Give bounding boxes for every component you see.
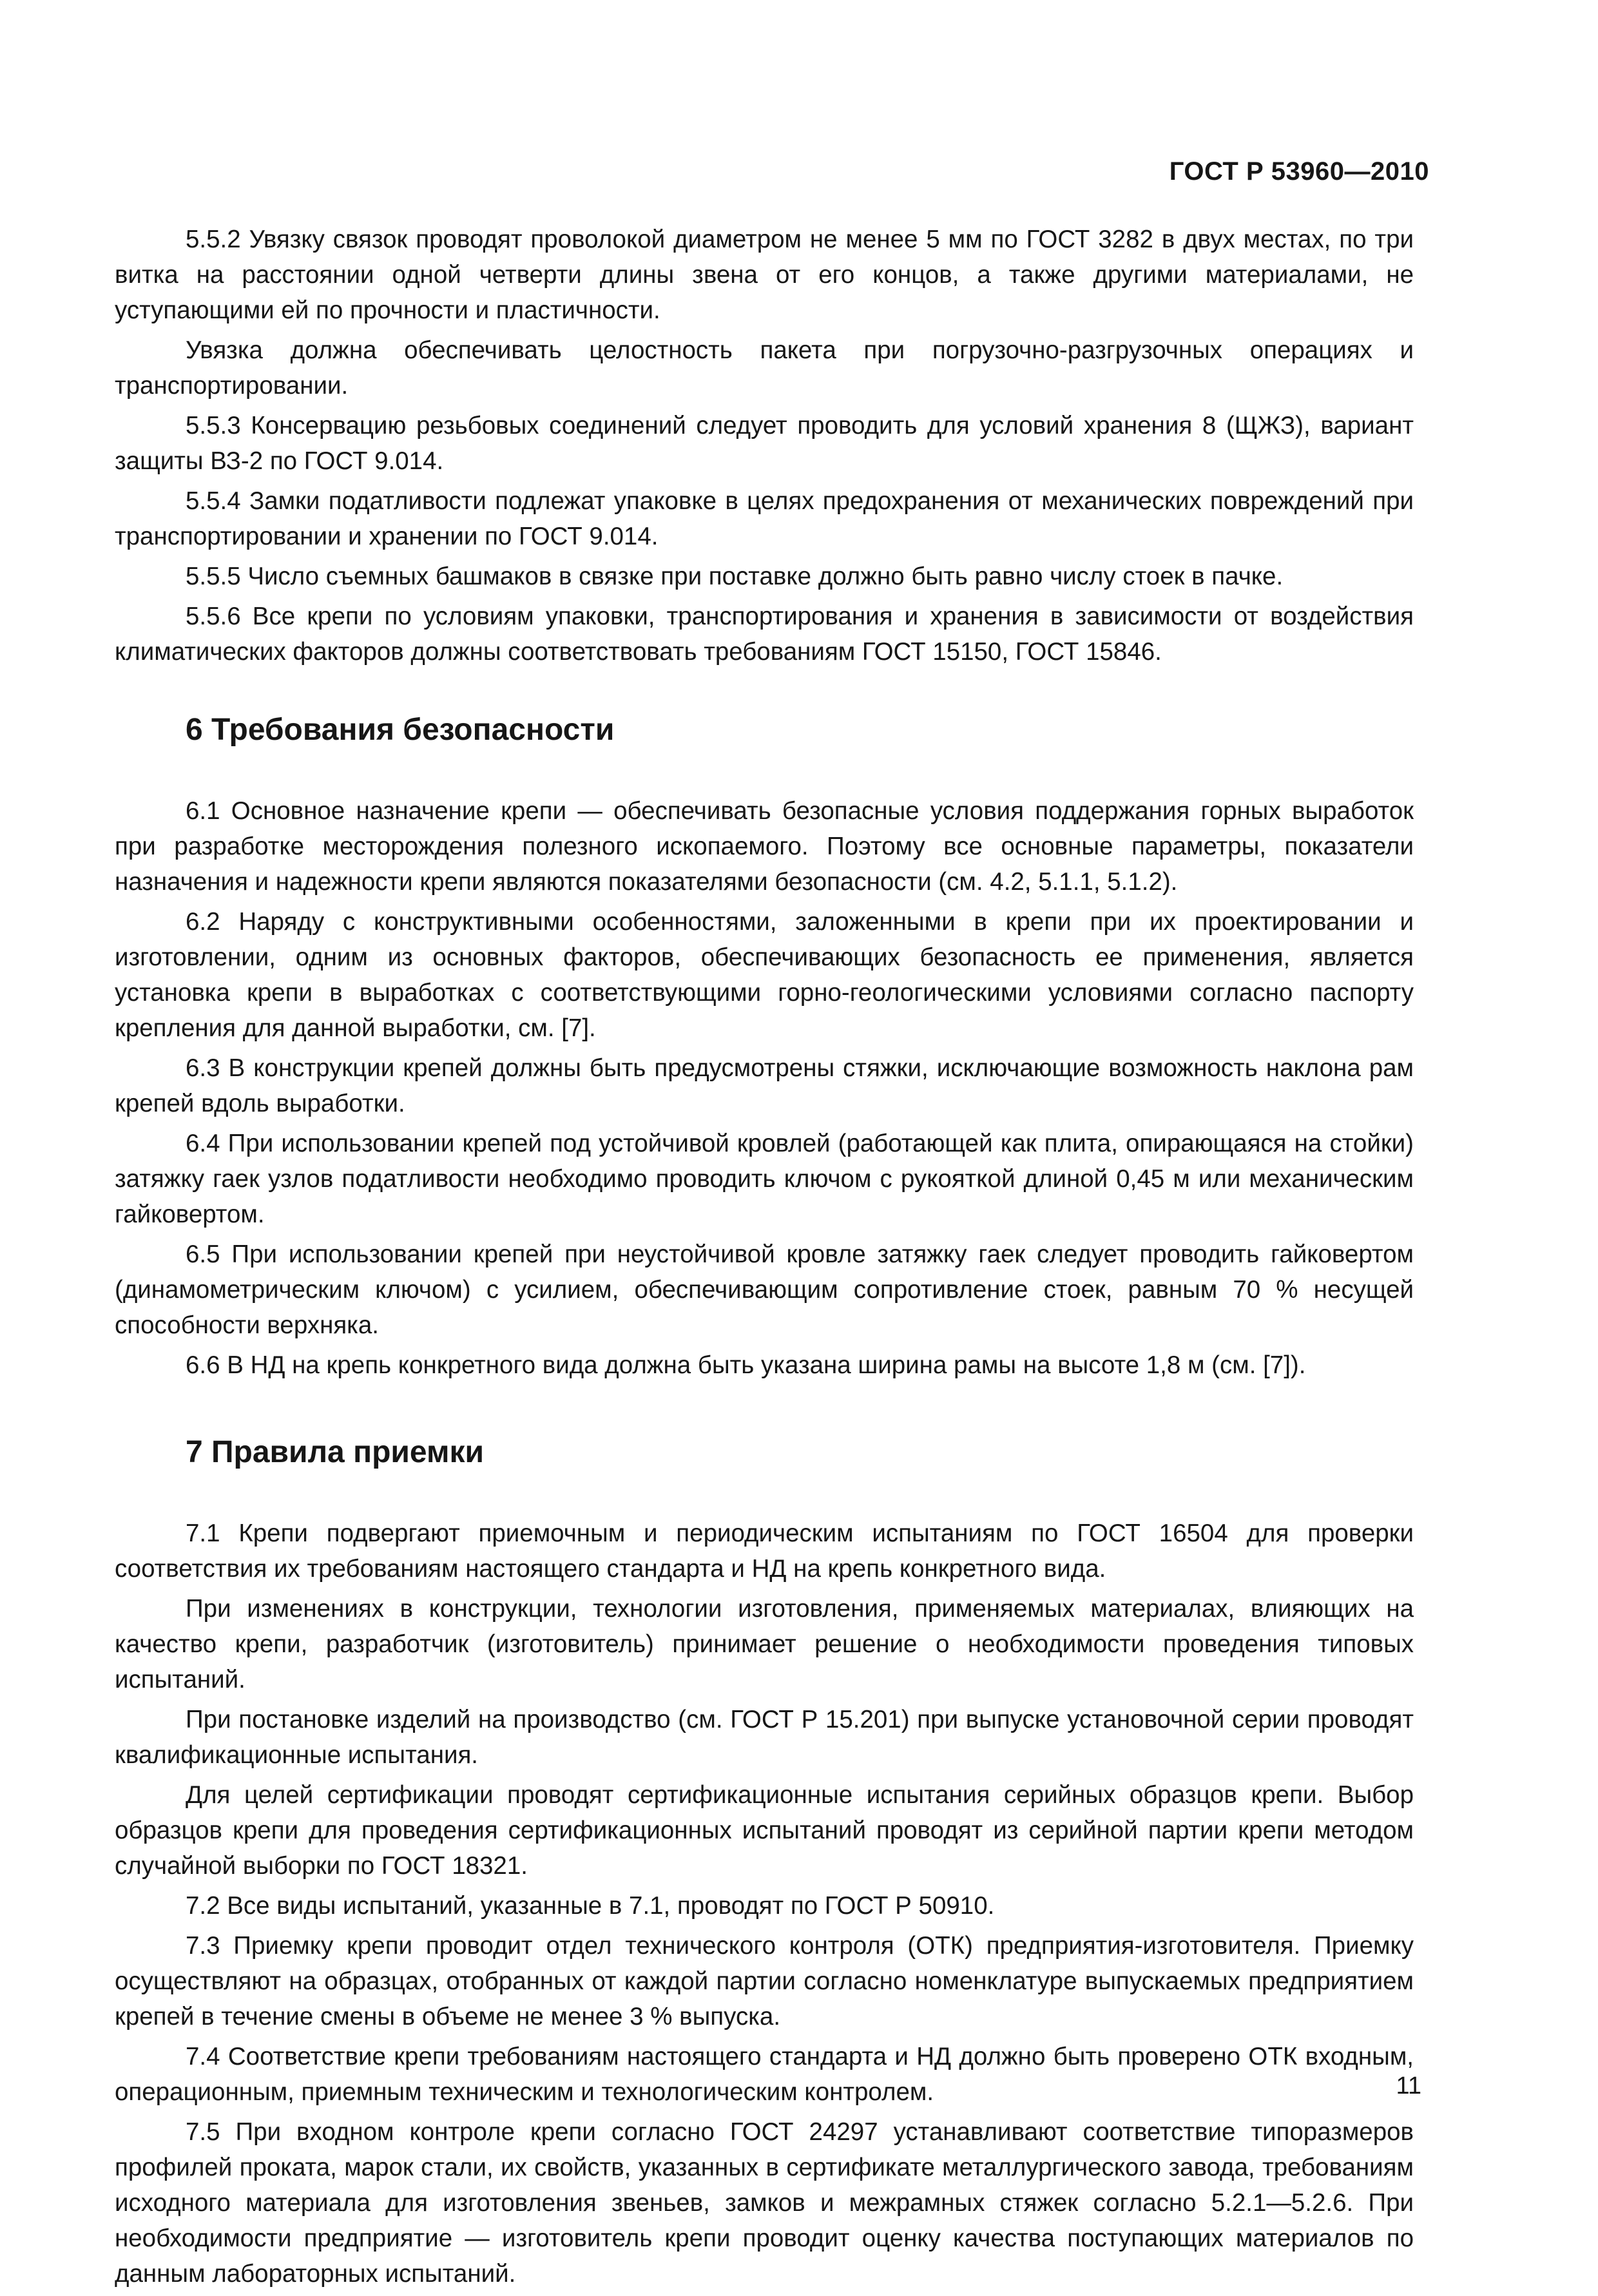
paragraph-6-1: 6.1 Основное назначение крепи — обеспечивать безопасные условия поддержания горных выработок при разработке месторождения полезного ископаемого. Поэтому все основные параметры, показатели назначения и надежности крепи являются показателями безопасности (см. 4.2, 5.1.1, 5.1.2). xyxy=(115,797,1414,896)
paragraph-5-5-6: 5.5.6 Все крепи по условиям упаковки, транспортирования и хранения в зависимости от воздействия климатических факторов должны соответствовать требованиям ГОСТ 15150, ГОСТ 15846. xyxy=(115,603,1414,666)
paragraph-5-5-2-cont: Увязка должна обеспечивать целостность пакета при погрузочно-разгрузочных операциях и транспортировании. xyxy=(115,336,1414,400)
paragraph-5-5-3: 5.5.3 Консервацию резьбовых соединений следует проводить для условий хранения 8 (ЩЖЗ), вариант защиты ВЗ-2 по ГОСТ 9.014. xyxy=(115,412,1414,475)
paragraph-6-6: 6.6 В НД на крепь конкретного вида должна быть указана ширина рамы на высоте 1,8 м (см. [7]). xyxy=(186,1351,1306,1379)
paragraph-5-5-4: 5.5.4 Замки податливости подлежат упаковке в целях предохранения от механических повреждений при транспортировании и хранении по ГОСТ 9.014. xyxy=(115,487,1414,550)
section-6-heading: 6 Требования безопасности xyxy=(186,713,615,747)
paragraph-7-3: 7.3 Приемку крепи проводит отдел технического контроля (ОТК) предприятия-изготовителя. Приемку осуществляют на образцах, отобранных от каждой партии согласно номенклатуре выпускаемых предприятием крепей в течение смены в объеме не менее 3 % выпуска. xyxy=(115,1932,1414,2031)
document-code-header: ГОСТ Р 53960—2010 xyxy=(1169,157,1429,186)
paragraph-5-5-2: 5.5.2 Увязку связок проводят проволокой диаметром не менее 5 мм по ГОСТ 3282 в двух местах, по три витка на расстоянии одной четверти длины звена от его концов, а также другими материалами, не уступающими ей по прочности и пластичности. xyxy=(115,226,1414,324)
paragraph-6-4: 6.4 При использовании крепей под устойчивой кровлей (работающей как плита, опирающаяся на стойки) затяжку гаек узлов податливости необходимо проводить ключом с рукояткой длиной 0,45 м или механическим гайковертом. xyxy=(115,1130,1414,1228)
paragraph-6-3: 6.3 В конструкции крепей должны быть предусмотрены стяжки, исключающие возможность наклона рам крепей вдоль выработки. xyxy=(115,1054,1414,1117)
paragraph-7-1: 7.1 Крепи подвергают приемочным и периодическим испытаниям по ГОСТ 16504 для проверки соответствия их требованиям настоящего стандарта и НД на крепь конкретного вида. xyxy=(115,1519,1414,1583)
section-7-heading: 7 Правила приемки xyxy=(186,1435,485,1469)
paragraph-6-5: 6.5 При использовании крепей при неустойчивой кровле затяжку гаек следует проводить гайковертом (динамометрическим ключом) с усилием, обеспечивающим сопротивление стоек, равным 70 % несущей способности верхняка. xyxy=(115,1240,1414,1339)
paragraph-7-2: 7.2 Все виды испытаний, указанные в 7.1, проводят по ГОСТ Р 50910. xyxy=(186,1892,995,1920)
page-content xyxy=(115,222,1414,2296)
paragraph-6-2: 6.2 Наряду с конструктивными особенностями, заложенными в крепи при их проектировании и изготовлении, одним из основных факторов, обеспечивающих безопасность ее применения, является установка крепи в выработках с соответствующими горно-геологическими условиями согласно паспорту крепления для данной выработки, см. [7]. xyxy=(115,908,1414,1042)
paragraph-7-1-certification: Для целей сертификации проводят сертификационные испытания серийных образцов крепи. Выбор образцов крепи для проведения сертификационных испытаний проводят из серийной партии крепи методом случайной выборки по ГОСТ 18321. xyxy=(115,1781,1414,1880)
paragraph-7-4: 7.4 Соответствие крепи требованиям настоящего стандарта и НД должно быть проверено ОТК входным, операционным, приемным техническим и технологическим контролем. xyxy=(115,2043,1414,2106)
paragraph-7-1-type-tests: При изменениях в конструкции, технологии изготовления, применяемых материалах, влияющих на качество крепи, разработчик (изготовитель) принимает решение о необходимости проведения типовых испытаний. xyxy=(115,1595,1414,1693)
paragraph-7-5: 7.5 При входном контроле крепи согласно ГОСТ 24297 устанавливают соответствие типоразмеров профилей проката, марок стали, их свойств, указанных в сертификате металлургического завода, требованиям исходного материала для изготовления звеньев, замков и межрамных стяжек согласно 5.2.1—5.2.6. При необходимости предприятие — изготовитель крепи проводит оценку качества поступающих материалов по данным лабораторных испытаний. xyxy=(115,2118,1414,2288)
page-number: 11 xyxy=(1396,2072,1421,2099)
paragraph-7-1-qualification: При постановке изделий на производство (см. ГОСТ Р 15.201) при выпуске установочной серии проводят квалификационные испытания. xyxy=(115,1706,1414,1769)
paragraph-5-5-5: 5.5.5 Число съемных башмаков в связке при поставке должно быть равно числу стоек в пачке. xyxy=(186,563,1284,590)
